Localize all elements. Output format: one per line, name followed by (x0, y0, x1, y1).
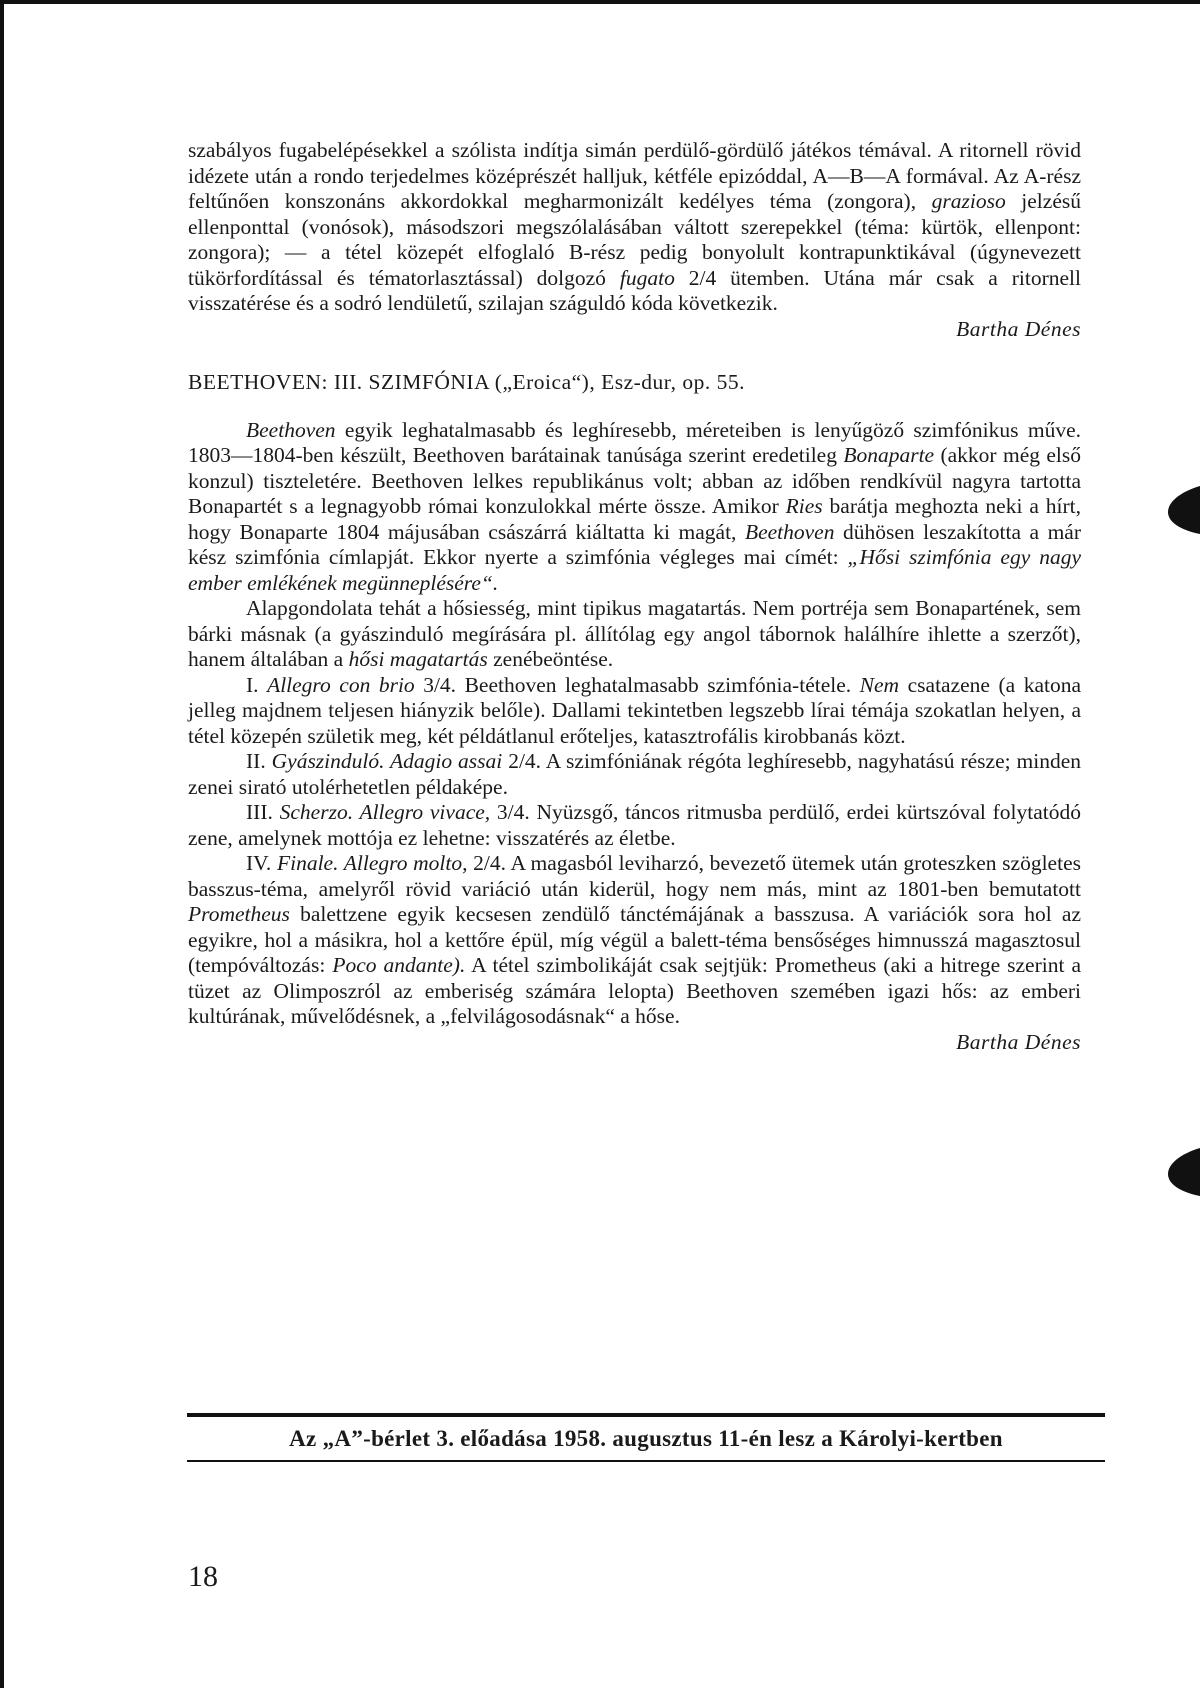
section-heading: BEETHOVEN: III. SZIMFÓNIA („Eroica“), Esz-dur, op. 55. (188, 370, 745, 394)
paragraph-concept: Alapgondolata tehát a hősiesség, mint tipikus magatartás. Nem portréja sem Bonapartének, sem bárki másnak (a gyászinduló megírására pl. állítólag egy angol tábornok halálhíre ihlette a szerzőt), hanem általában a hősi magatartás zenébeöntése. (188, 596, 1081, 671)
performance-notice: Az „A”-bérlet 3. előadása 1958. augusztus 11-én lesz a Károlyi-kertben (289, 1426, 1003, 1451)
notice-rule-top (187, 1413, 1105, 1417)
author-signature-2: Bartha Dénes (956, 1029, 1081, 1054)
binding-hole-icon (1166, 1148, 1200, 1196)
signature-line-2 (188, 1030, 1081, 1056)
signature-line (188, 317, 1081, 343)
article-body (188, 138, 1081, 1055)
paragraph-movement-1: I. Allegro con brio 3/4. Beethoven leghatalmasabb szimfónia-tétele. Nem csatazene (a katona jelleg majdnem teljesen hiányzik belőle). Dallami tekintetben legszebb lírai témája szokatlan helyen, a tétel közepén születik meg, két példátlanul erőteljes, katasztrofális kirobbanás közt. (188, 672, 1082, 748)
paragraph-rondo: szabályos fugabelépésekkel a szólista indítja simán perdülő-gördülő játékos témával. A ritornell rövid idézete után a rondo terjedelmes középrészét halljuk, kétféle epizóddal, A—B—A formával. Az A-rész feltűnően konszonáns akkordokkal megharmonizált kedélyes téma (zongora), grazioso jelzésű ellenponttal (vonósok), másodszori megszólalásában váltott szerepekkel (téma: kürtök, ellenpont: zongora); — a tétel közepét elfoglaló B-rész pedig bonyolult kontrapunktikával (úgynevezett tükörfordítással és tématorlasztással) dolgozó fugato 2/4 ütemben. Utána már csak a ritornell visszatérése és a sodró lendületű, szilajan száguldó kóda következik. (188, 138, 1081, 315)
page-border-left (0, 0, 4, 1688)
binding-hole-icon (1166, 486, 1200, 534)
notice-rule-bottom (187, 1460, 1105, 1462)
page-number: 18 (188, 1560, 218, 1593)
paragraph-movement-3: III. Scherzo. Allegro vivace, 3/4. Nyüzsgő, táncos ritmusba perdülő, erdei kürtszóval folytatódó zene, amelynek mottója ez lehetne: visszatérés az életbe. (188, 800, 1081, 850)
paragraph-intro: Beethoven egyik leghatalmasabb és leghíresebb, méreteiben is lenyűgöző szimfónikus műve. 1803—1804-ben készült, Beethoven barátainak tanúsága szerint eredetileg Bonaparte (akkor még első konzul) tiszteletére. Beethoven lelkes republikánus volt; abban az időben rendkívül nagyra tartotta Bonapartét s a legnagyobb római konzulokkal mérte össze. Amikor Ries barátja meghozta neki a hírt, hogy Bonaparte 1804 májusában császárrá kiáltatta ki magát, Beethoven dühösen leszakította a már kész szimfónia címlapját. Ekkor nyerte a szimfónia végleges mai címét: „Hősi szimfónia egy nagy ember emlékének megünneplésére“. (188, 417, 1081, 595)
author-signature: Bartha Dénes (956, 316, 1081, 341)
paragraph-movement-2: II. Gyászinduló. Adagio assai 2/4. A szimfóniának régóta leghíresebb, nagyhatású része; minden zenei sirató utolérhetetlen példaképe. (188, 749, 1082, 799)
page-border-top (0, 0, 1200, 4)
paragraph-movement-4: IV. Finale. Allegro molto, 2/4. A magasból leviharzó, bevezető ütemek után groteszken szögletes basszus-téma, amelyről rövid variáció után kiderül, hogy nem más, mint az 1801-ben bemutatott Prometheus balettzene egyik kecsesen zendülő tánctémájának a basszusa. A variációk sora hol az egyikre, hol a másikra, hol a kettőre épül, míg végül a balett-téma bensőséges himnusszá magasztosul (tempóváltozás: Poco andante). A tétel szimbolikáját csak sejtjük: Prometheus (aki a hitrege szerint a tüzet az Olimposzról az emberiség számára lelopta) Beethoven szemében igazi hős: az emberi kultúrának, művelődésnek, a „felvilágosodásnak“ a hőse. (188, 851, 1081, 1028)
